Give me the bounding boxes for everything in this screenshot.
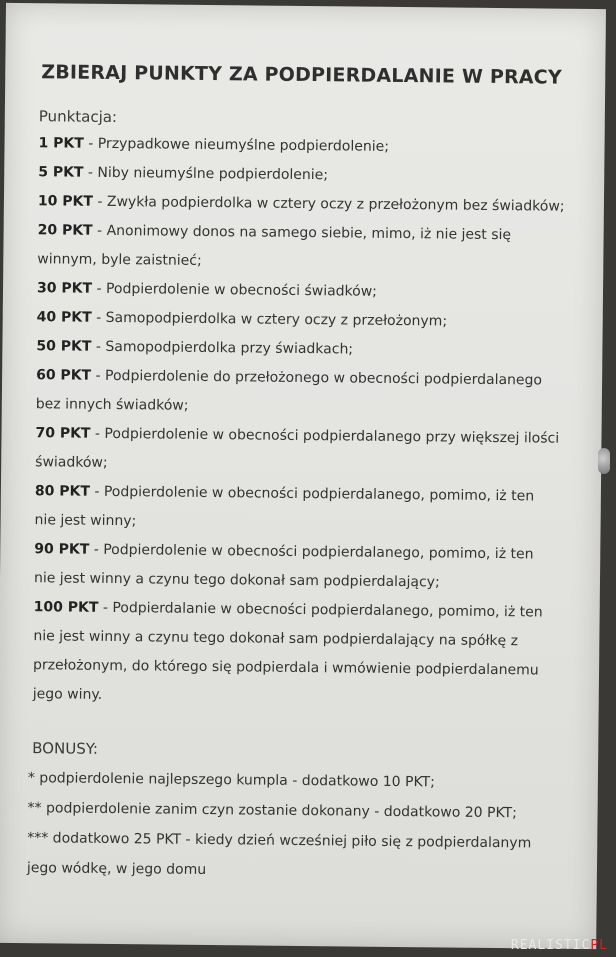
bonus-line bbox=[27, 853, 597, 889]
rules-list bbox=[33, 129, 599, 715]
rule-points: 80 PKT bbox=[34, 483, 91, 500]
rule-text: - Podpierdolenie w obecności podpierdalanego, pomimo, iż ten bbox=[93, 541, 534, 563]
pushpin-icon bbox=[598, 448, 610, 474]
rule-text: świadków; bbox=[35, 454, 108, 471]
scoring-label: Punktacja: bbox=[38, 107, 118, 127]
rule-points: 20 PKT bbox=[37, 222, 93, 239]
rule-text: nie jest winny a czynu tego dokonał sam podpierdalający na spółkę z bbox=[33, 628, 519, 650]
rule-points: 70 PKT bbox=[35, 425, 91, 442]
rule-text: - Anonimowy donos na samego siebie, mimo, iż nie jest się bbox=[97, 222, 512, 244]
rule-text: - Samopodpierdolka w cztery oczy z przełożonym; bbox=[96, 309, 448, 330]
watermark-suffix: PL bbox=[590, 938, 608, 953]
rule-text: bez innych świadków; bbox=[35, 396, 189, 414]
paper-sheet bbox=[0, 3, 606, 949]
rule-points: 30 PKT bbox=[36, 280, 93, 297]
bonus-text: dodatkowo 25 PKT - kiedy dzień wcześniej piło się z podpierdalanym bbox=[52, 830, 532, 852]
bonus-text: jego wódkę, w jego domu bbox=[26, 860, 207, 879]
rule-points: 100 PKT bbox=[33, 599, 99, 616]
rule-text: - Niby nieumyślne podpierdolenie; bbox=[87, 164, 329, 184]
rule-line bbox=[35, 419, 595, 454]
rule-line bbox=[33, 680, 593, 715]
watermark bbox=[511, 938, 608, 953]
watermark-main: REALISTIC bbox=[510, 938, 591, 953]
rule-points: 1 PKT bbox=[38, 135, 84, 152]
rule-points: 60 PKT bbox=[36, 367, 92, 384]
rule-text: - Podpierdolenie w obecności podpierdalanego przy większej ilości bbox=[94, 425, 560, 447]
bonus-text: podpierdolenie zanim czyn zostanie dokonany - dodatkowo 20 PKT; bbox=[45, 800, 517, 822]
rule-points: 5 PKT bbox=[38, 164, 84, 181]
rule-text: - Podpierdalanie w obecności podpierdalanego, pomimo, iż ten bbox=[102, 599, 543, 621]
rule-text: - Samopodpierdolka przy świadkach; bbox=[95, 338, 354, 358]
bonus-title: BONUSY: bbox=[32, 739, 99, 758]
document-title: ZBIERAJ PUNKTY ZA PODPIERDALANIE W PRACY bbox=[41, 61, 562, 89]
rule-text: - Podpierdolenie w obecności podpierdalanego, pomimo, iż ten bbox=[94, 483, 535, 505]
rule-points: 40 PKT bbox=[36, 309, 92, 326]
rule-line bbox=[33, 651, 593, 686]
rule-points: 90 PKT bbox=[34, 541, 90, 558]
rule-text: - Zwykła podpierdolka w cztery oczy z przełożonym bez świadków; bbox=[97, 193, 565, 215]
rule-points: 50 PKT bbox=[36, 338, 92, 355]
bonus-text: podpierdolenie najlepszego kumpla - dodatkowo 10 PKT; bbox=[39, 770, 435, 791]
rule-text: - Podpierdolenie do przełożonego w obecności podpierdalanego bbox=[95, 367, 543, 389]
rule-text: nie jest winny a czynu tego dokonał sam podpierdalający; bbox=[33, 570, 440, 591]
bonus-mark: * bbox=[27, 770, 35, 787]
rule-text: przełożonym, do którego się podpierdala i wmówienie podpierdalanemu bbox=[32, 657, 539, 679]
rule-text: - Podpierdolenie w obecności świadków; bbox=[96, 280, 378, 300]
bonus-mark: ** bbox=[27, 800, 42, 817]
bonus-mark: *** bbox=[27, 830, 49, 847]
rule-text: nie jest winny; bbox=[34, 512, 137, 530]
rule-text: jego winy. bbox=[32, 686, 103, 703]
rule-points: 10 PKT bbox=[37, 193, 94, 210]
bonus-list bbox=[27, 763, 598, 889]
rule-text: winnym, byle zaistnieć; bbox=[37, 251, 202, 269]
rule-text: - Przypadkowe nieumyślne podpierdolenie; bbox=[88, 135, 390, 155]
